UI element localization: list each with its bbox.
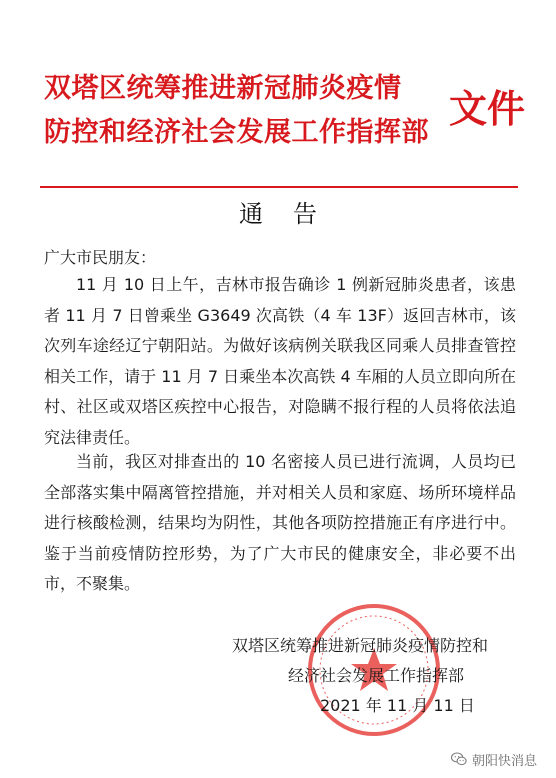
document-header [44, 72, 534, 162]
header-line-2: 防控和经济社会发展工作指挥部 [44, 117, 429, 148]
signature-line-2: 经济社会发展工作指挥部 [288, 666, 465, 685]
header-divider [40, 186, 518, 188]
body-paragraph-1: 11 月 10 日上午，吉林市报告确诊 1 例新冠肺炎患者，该患者 11 月 7 日曾乘坐 G3649 次高铁（4 车 13F）返回吉林市，该次列车途经辽宁朝阳站。为做好该病例关联我区同乘人员排查管控相关工作，请于 11 月 7 日乘坐本次高铁 4 车厢的人员立即向所在村、社区或双塔区疾控中心报告，对隐瞒不报行程的人员将依法追究法律责任。 [44, 275, 516, 447]
wechat-icon [450, 750, 468, 768]
source-watermark [450, 748, 537, 770]
signature-date: 2021 年 11 月 11 日 [320, 696, 475, 715]
header-line-1: 双塔区统筹推进新冠肺炎疫情 [44, 73, 402, 104]
signature-line-1: 双塔区统筹推进新冠肺炎疫情防控和 [232, 636, 489, 655]
body-paragraph-2: 当前，我区对排查出的 10 名密接人员已进行流调，人员均已全部落实集中隔离管控措施，并对相关人员和家庭、场所环境样品进行核酸检测，结果均为阴性，其他各项防控措施正有序进行中。鉴于当前疫情防控形势，为了广大市民的健康安全，非必要不出市，不聚集。 [44, 452, 516, 594]
header-suffix: 文件 [449, 87, 526, 131]
notice-title: 通告 [239, 200, 347, 228]
watermark-text: 朝阳快消息 [472, 753, 538, 769]
salutation: 广大市民朋友： [44, 248, 157, 267]
